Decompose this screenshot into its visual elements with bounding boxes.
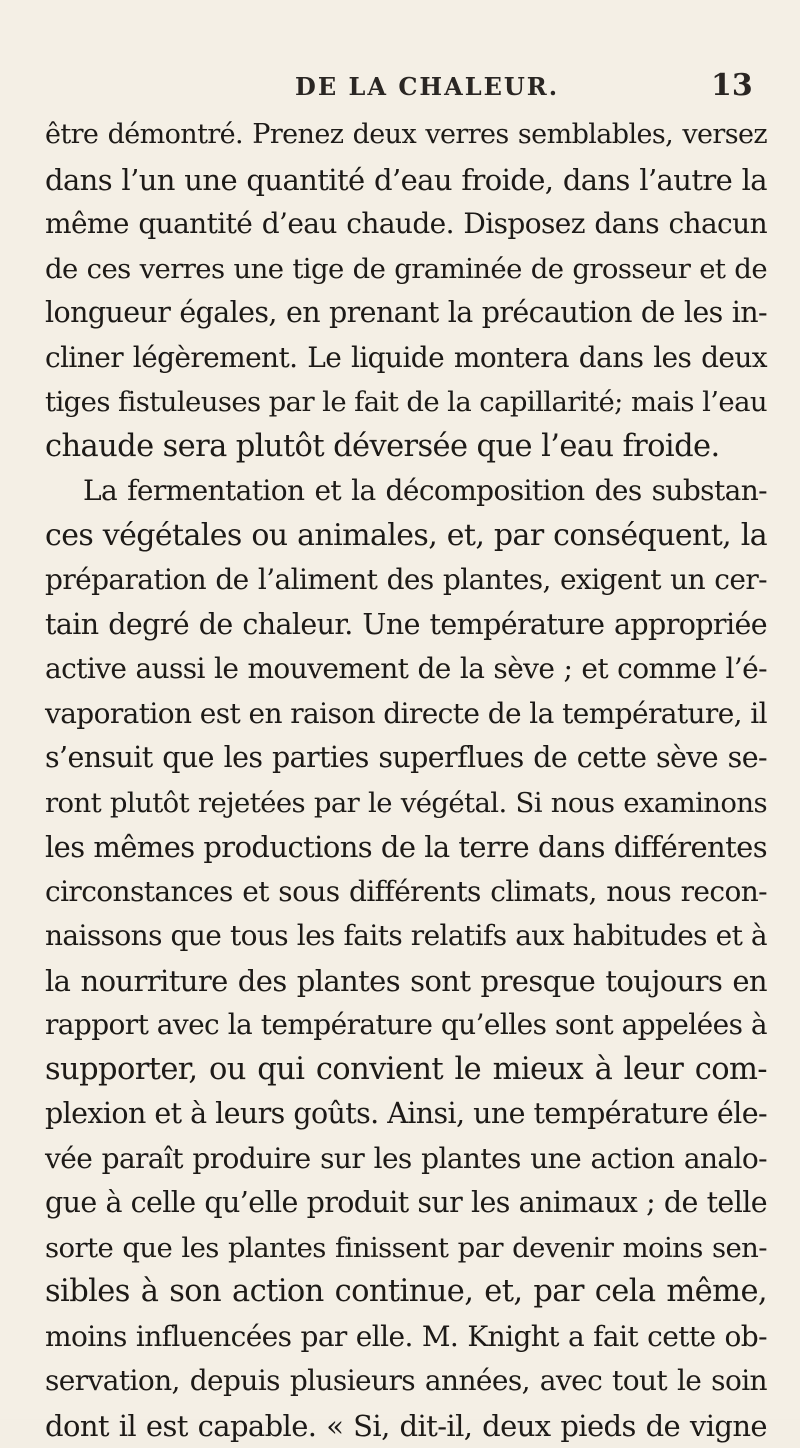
text-line: active aussi le mouvement de la sève ; et comme l’é- bbox=[45, 647, 767, 692]
text-line: vée paraît produire sur les plantes une action analo- bbox=[45, 1137, 767, 1182]
text-line: longueur égales, en prenant la précaution de les in- bbox=[45, 291, 767, 336]
text-line: tiges fistuleuses par le fait de la capillarité; mais l’eau bbox=[45, 380, 767, 425]
text-line: circonstances et sous différents climats, nous recon- bbox=[45, 870, 767, 915]
text-line: moins influencées par elle. M. Knight a fait cette ob- bbox=[45, 1315, 767, 1360]
text-line: dans l’un une quantité d’eau froide, dans l’autre la bbox=[45, 158, 767, 203]
text-line: vaporation est en raison directe de la température, il bbox=[45, 692, 767, 737]
page-number: 13 bbox=[711, 68, 753, 103]
text-line: même quantité d’eau chaude. Disposez dans chacun bbox=[45, 202, 767, 247]
text-line: préparation de l’aliment des plantes, exigent un cer- bbox=[45, 558, 767, 603]
text-line: naissons que tous les faits relatifs aux habitudes et à bbox=[45, 914, 767, 959]
body-text bbox=[45, 113, 767, 1448]
text-line: tain degré de chaleur. Une température appropriée bbox=[45, 603, 767, 648]
text-line: les mêmes productions de la terre dans différentes bbox=[45, 825, 767, 870]
text-line: ront plutôt rejetées par le végétal. Si nous examinons bbox=[45, 781, 767, 826]
text-line: supporter, ou qui convient le mieux à leur com- bbox=[45, 1048, 767, 1093]
running-head-title: DE LA CHALEUR. bbox=[295, 72, 559, 101]
text-line: gue à celle qu’elle produit sur les animaux ; de telle bbox=[45, 1181, 767, 1226]
text-line: de ces verres une tige de graminée de grosseur et de bbox=[45, 247, 767, 292]
text-line: la nourriture des plantes sont presque toujours en bbox=[45, 959, 767, 1004]
text-line: sibles à son action continue, et, par cela même, bbox=[45, 1270, 767, 1315]
text-line: être démontré. Prenez deux verres semblables, versez bbox=[45, 113, 767, 158]
running-head bbox=[0, 72, 800, 112]
paragraph-end-line: chaude sera plutôt déversée que l’eau froide. bbox=[45, 425, 767, 470]
text-line: cliner légèrement. Le liquide montera dans les deux bbox=[45, 336, 767, 381]
paragraph-start-line: La fermentation et la décomposition des substan- bbox=[45, 469, 767, 514]
text-line: sorte que les plantes finissent par devenir moins sen- bbox=[45, 1226, 767, 1271]
text-line: ces végétales ou animales, et, par conséquent, la bbox=[45, 514, 767, 559]
text-line: rapport avec la température qu’elles sont appelées à bbox=[45, 1003, 767, 1048]
text-line: s’ensuit que les parties superflues de cette sève se- bbox=[45, 736, 767, 781]
text-line: dont il est capable. « Si, dit-il, deux pieds de vigne bbox=[45, 1404, 767, 1448]
text-line: plexion et à leurs goûts. Ainsi, une température éle- bbox=[45, 1092, 767, 1137]
text-line: servation, depuis plusieurs années, avec tout le soin bbox=[45, 1359, 767, 1404]
